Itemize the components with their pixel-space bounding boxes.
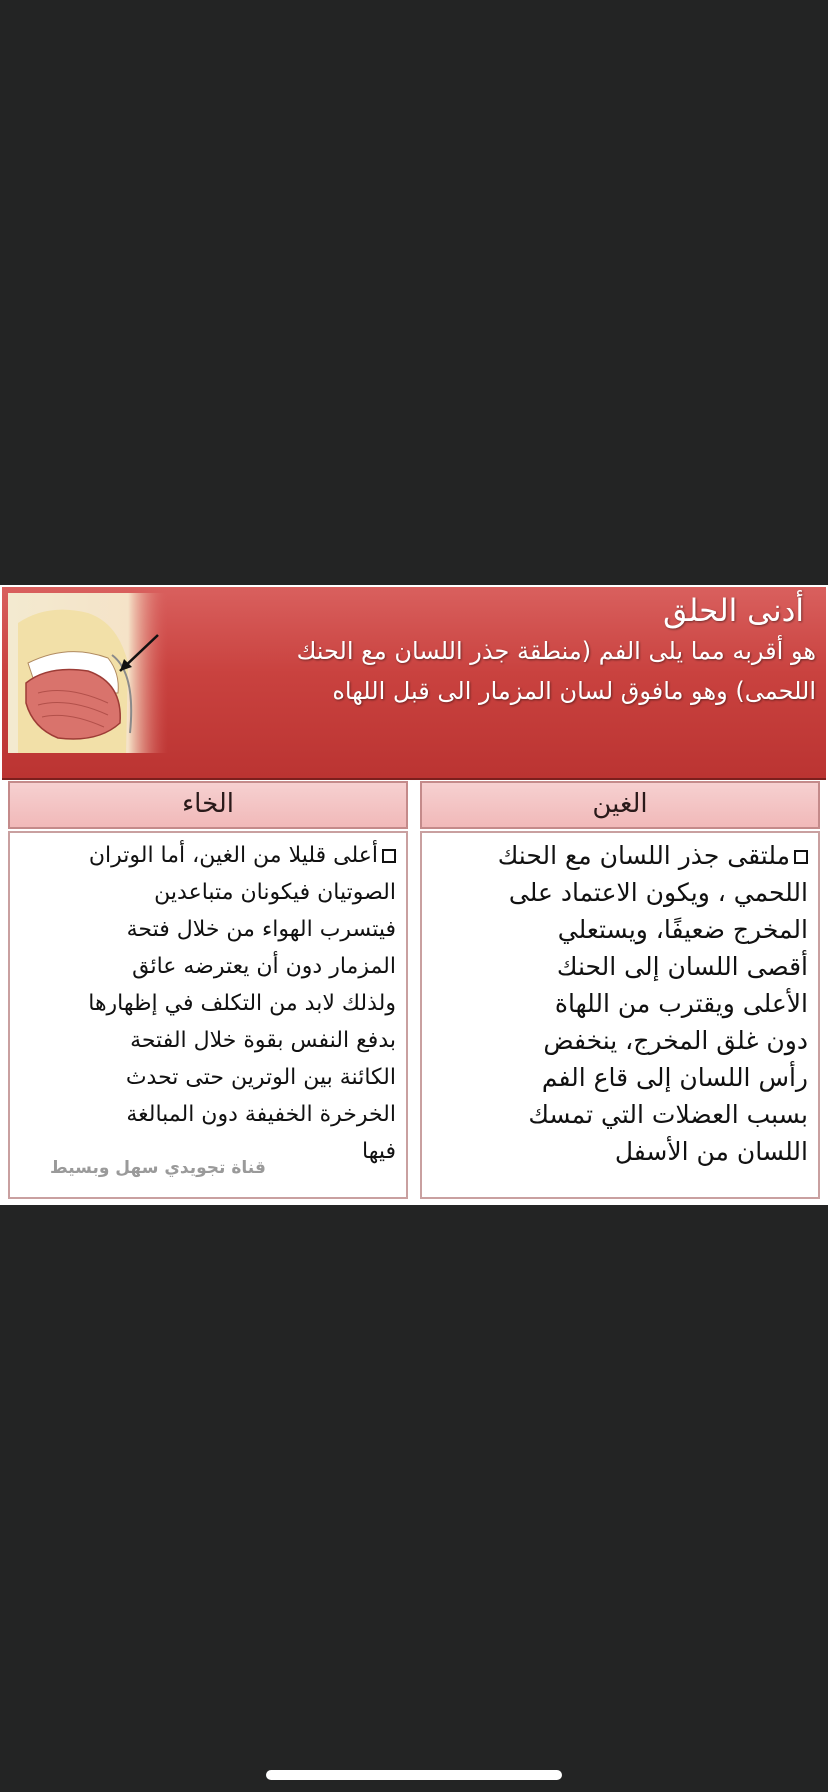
text-line: الأعلى ويقترب من اللهاة (554, 989, 808, 1018)
text-line: اللحمي ، ويكون الاعتماد على (508, 878, 808, 907)
column-header-khaa: الخاء (8, 781, 408, 829)
banner-line-2: اللحمى) وهو مافوق لسان المزمار الى قبل اللهاه (332, 677, 816, 705)
throat-anatomy-illustration (8, 593, 168, 753)
banner-line-1: هو أقربه مما يلى الفم (منطقة جذر اللسان مع الحنك (296, 637, 816, 665)
text-line: بسبب العضلات التي تمسك (528, 1100, 808, 1129)
text-line: أقصى اللسان إلى الحنك (556, 952, 808, 981)
slide-image (0, 585, 828, 1205)
text-line: الكائنة بين الوترين حتى تحدث (125, 1065, 396, 1090)
column-header-ghain: الغين (420, 781, 820, 829)
text-line: أعلى قليلا من الغين، أما الوتران (20, 837, 396, 874)
text-line: رأس اللسان إلى قاع الفم (541, 1063, 808, 1092)
checkbox-bullet-icon (794, 850, 808, 864)
description-box-ghain (420, 831, 820, 1199)
text-line: الصوتيان فيكونان متباعدين (154, 880, 396, 905)
text-line: اللسان من الأسفل (614, 1137, 808, 1166)
text-line: فيها (362, 1139, 396, 1164)
text-line: فيتسرب الهواء من خلال فتحة (126, 917, 396, 942)
text-line: المزمار دون أن يعترضه عائق (132, 954, 396, 979)
text-line: ولذلك لابد من التكلف في إظهارها (88, 991, 396, 1016)
channel-watermark: قناة تجويدي سهل وبسيط (50, 1158, 266, 1178)
text-line: دون غلق المخرج، ينخفض (543, 1026, 808, 1055)
text-line: الخرخرة الخفيفة دون المبالغة (126, 1102, 396, 1127)
banner-text (166, 591, 816, 711)
title-banner (2, 587, 826, 780)
text-line: المخرج ضعيفًا، ويستعلي (557, 915, 808, 944)
home-indicator[interactable] (266, 1770, 562, 1780)
description-box-khaa (8, 831, 408, 1199)
text-line: ملتقى جذر اللسان مع الحنك (432, 837, 808, 874)
text-line: بدفع النفس بقوة خلال الفتحة (130, 1028, 396, 1053)
banner-title: أدنى الحلق (663, 593, 804, 629)
checkbox-bullet-icon (382, 849, 396, 863)
